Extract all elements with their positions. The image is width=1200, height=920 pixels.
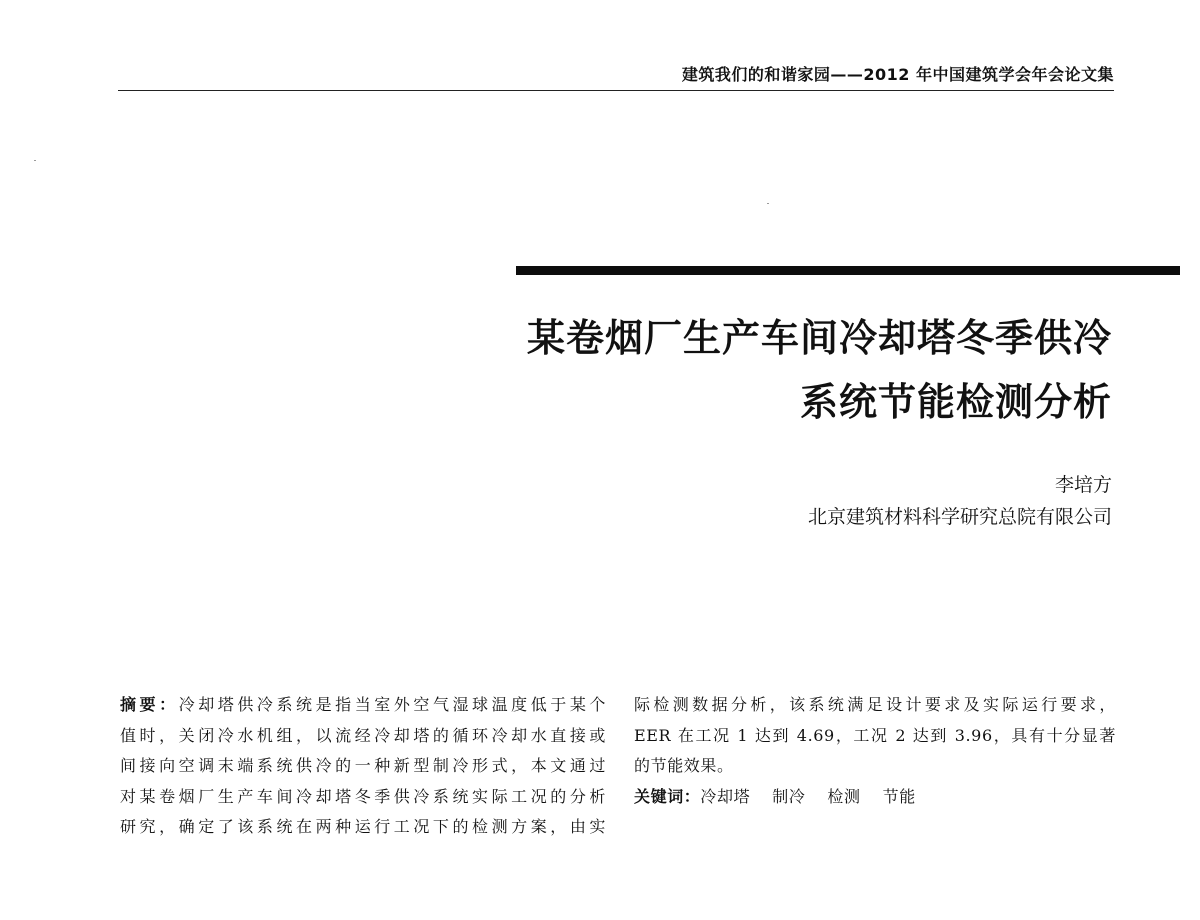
scan-speck [767,203,769,204]
keyword: 检测 [827,786,861,806]
keywords-line [634,782,1116,813]
abstract-label: 摘要： [120,695,179,714]
author-affiliation: 北京建筑材料科学研究总院有限公司 [807,506,1112,528]
header-rule [118,90,1114,91]
abstract-line: 际检测数据分析，该系统满足设计要求及实际运行要求， [634,695,1116,714]
keyword: 制冷 [772,786,806,806]
abstract-line: 间接向空调末端系统供冷的一种新型制冷形式，本文通过 [120,756,606,775]
paper-title [472,306,1112,434]
abstract-right-column [634,690,1116,812]
abstract-line: 研究，确定了该系统在两种运行工况下的检测方案，由实 [120,817,606,836]
title-line: 系统节能检测分析 [799,380,1112,424]
abstract-line: 对某卷烟厂生产车间冷却塔冬季供冷系统实际工况的分析 [120,786,606,806]
keyword: 节能 [882,786,916,806]
keyword: 冷却塔 [700,786,751,806]
abstract-line: 的节能效果。 [634,756,734,775]
title-line: 某卷烟厂生产车间冷却塔冬季供冷 [526,316,1112,360]
running-header: 建筑我们的和谐家园——2012 年中国建筑学会年会论文集 [681,65,1114,84]
abstract-line: 值时，关闭冷水机组，以流经冷却塔的循环冷却水直接或 [120,725,606,745]
scan-speck [34,160,36,161]
abstract-line: 摘要：冷却塔供冷系统是指当室外空气湿球温度低于某个 [120,695,606,714]
title-bar [516,266,1180,275]
abstract-left-column [120,690,606,843]
author-name: 李培方 [1054,474,1112,496]
abstract-line: EER 在工况 1 达到 4.69，工况 2 达到 3.96，具有十分显著 [634,725,1116,745]
keywords-label: 关键词： [634,786,701,806]
